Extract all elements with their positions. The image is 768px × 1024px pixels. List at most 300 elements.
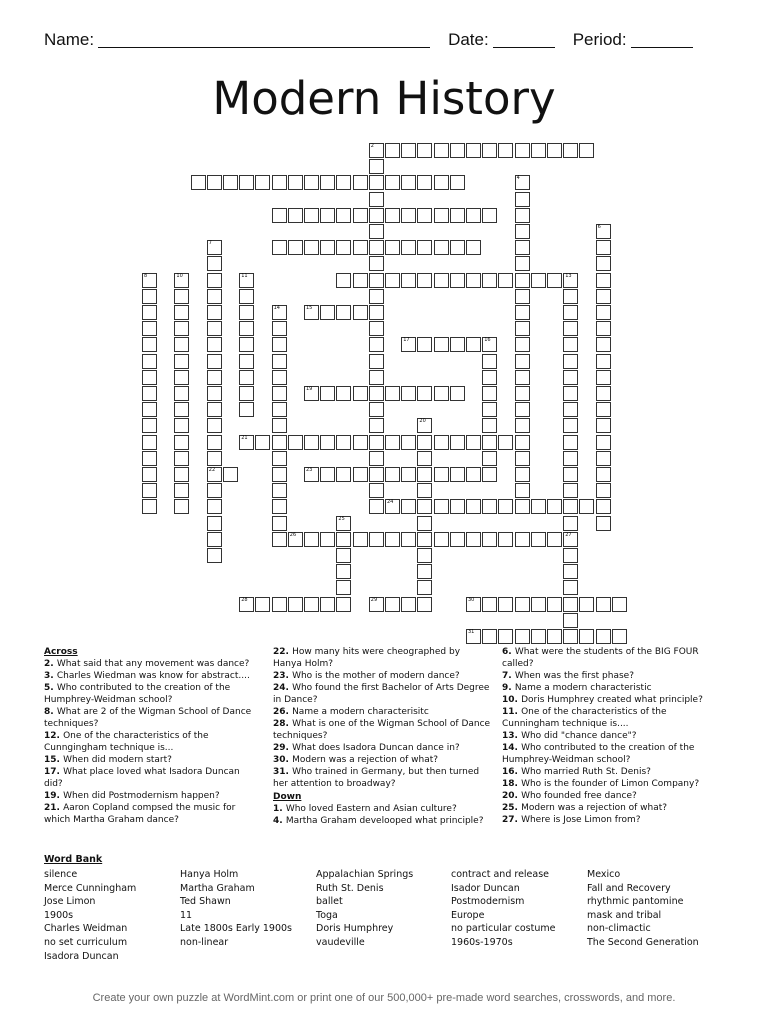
grid-cell[interactable] — [142, 402, 157, 417]
grid-cell[interactable] — [142, 337, 157, 352]
grid-cell[interactable] — [466, 143, 481, 158]
grid-cell[interactable] — [369, 370, 384, 385]
grid-cell[interactable] — [369, 321, 384, 336]
grid-cell[interactable] — [450, 337, 465, 352]
grid-cell[interactable] — [434, 532, 449, 547]
grid-cell[interactable] — [142, 273, 157, 288]
grid-cell[interactable] — [450, 208, 465, 223]
grid-cell[interactable] — [563, 321, 578, 336]
grid-cell[interactable] — [207, 240, 222, 255]
grid-cell[interactable] — [547, 273, 562, 288]
grid-cell[interactable] — [563, 143, 578, 158]
grid-cell[interactable] — [272, 532, 287, 547]
grid-cell[interactable] — [385, 435, 400, 450]
grid-cell[interactable] — [174, 321, 189, 336]
grid-cell[interactable] — [369, 451, 384, 466]
grid-cell[interactable] — [531, 273, 546, 288]
grid-cell[interactable] — [450, 532, 465, 547]
grid-cell[interactable] — [563, 483, 578, 498]
grid-cell[interactable] — [596, 499, 611, 514]
grid-cell[interactable] — [434, 143, 449, 158]
grid-cell[interactable] — [466, 208, 481, 223]
grid-cell[interactable] — [417, 208, 432, 223]
grid-cell[interactable] — [531, 532, 546, 547]
grid-cell[interactable] — [515, 305, 530, 320]
grid-cell[interactable] — [304, 386, 319, 401]
grid-cell[interactable] — [272, 386, 287, 401]
grid-cell[interactable] — [336, 240, 351, 255]
grid-cell[interactable] — [304, 175, 319, 190]
grid-cell[interactable] — [547, 597, 562, 612]
grid-cell[interactable] — [417, 564, 432, 579]
grid-cell[interactable] — [142, 483, 157, 498]
grid-cell[interactable] — [385, 143, 400, 158]
grid-cell[interactable] — [288, 208, 303, 223]
grid-cell[interactable] — [417, 451, 432, 466]
grid-cell[interactable] — [369, 305, 384, 320]
grid-cell[interactable] — [563, 580, 578, 595]
grid-cell[interactable] — [239, 386, 254, 401]
grid-cell[interactable] — [369, 192, 384, 207]
grid-cell[interactable] — [369, 354, 384, 369]
grid-cell[interactable] — [482, 451, 497, 466]
grid-cell[interactable] — [466, 435, 481, 450]
grid-cell[interactable] — [563, 597, 578, 612]
grid-cell[interactable] — [174, 435, 189, 450]
grid-cell[interactable] — [466, 273, 481, 288]
grid-cell[interactable] — [596, 402, 611, 417]
grid-cell[interactable] — [207, 516, 222, 531]
grid-cell[interactable] — [401, 240, 416, 255]
grid-cell[interactable] — [369, 337, 384, 352]
grid-cell[interactable] — [142, 305, 157, 320]
grid-cell[interactable] — [515, 321, 530, 336]
grid-cell[interactable] — [336, 597, 351, 612]
grid-cell[interactable] — [239, 354, 254, 369]
grid-cell[interactable] — [482, 499, 497, 514]
grid-cell[interactable] — [239, 402, 254, 417]
grid-cell[interactable] — [401, 532, 416, 547]
grid-cell[interactable] — [401, 467, 416, 482]
grid-cell[interactable] — [272, 418, 287, 433]
grid-cell[interactable] — [320, 175, 335, 190]
grid-cell[interactable] — [515, 532, 530, 547]
grid-cell[interactable] — [174, 305, 189, 320]
grid-cell[interactable] — [304, 240, 319, 255]
grid-cell[interactable] — [515, 192, 530, 207]
grid-cell[interactable] — [320, 532, 335, 547]
grid-cell[interactable] — [498, 499, 513, 514]
grid-cell[interactable] — [304, 597, 319, 612]
grid-cell[interactable] — [288, 532, 303, 547]
grid-cell[interactable] — [563, 564, 578, 579]
grid-cell[interactable] — [417, 483, 432, 498]
grid-cell[interactable] — [207, 370, 222, 385]
grid-cell[interactable] — [207, 273, 222, 288]
grid-cell[interactable] — [498, 435, 513, 450]
grid-cell[interactable] — [304, 435, 319, 450]
grid-cell[interactable] — [482, 467, 497, 482]
grid-cell[interactable] — [207, 451, 222, 466]
grid-cell[interactable] — [563, 467, 578, 482]
grid-cell[interactable] — [515, 143, 530, 158]
grid-cell[interactable] — [401, 386, 416, 401]
grid-cell[interactable] — [401, 337, 416, 352]
grid-cell[interactable] — [515, 370, 530, 385]
grid-cell[interactable] — [482, 435, 497, 450]
grid-cell[interactable] — [450, 435, 465, 450]
grid-cell[interactable] — [142, 499, 157, 514]
grid-cell[interactable] — [353, 386, 368, 401]
grid-cell[interactable] — [304, 305, 319, 320]
grid-cell[interactable] — [207, 532, 222, 547]
grid-cell[interactable] — [515, 499, 530, 514]
grid-cell[interactable] — [515, 337, 530, 352]
grid-cell[interactable] — [612, 629, 627, 644]
grid-cell[interactable] — [596, 256, 611, 271]
grid-cell[interactable] — [515, 289, 530, 304]
grid-cell[interactable] — [239, 435, 254, 450]
grid-cell[interactable] — [417, 435, 432, 450]
grid-cell[interactable] — [272, 175, 287, 190]
grid-cell[interactable] — [563, 370, 578, 385]
grid-cell[interactable] — [434, 467, 449, 482]
grid-cell[interactable] — [401, 143, 416, 158]
grid-cell[interactable] — [450, 386, 465, 401]
grid-cell[interactable] — [336, 516, 351, 531]
grid-cell[interactable] — [174, 354, 189, 369]
grid-cell[interactable] — [596, 337, 611, 352]
grid-cell[interactable] — [596, 516, 611, 531]
grid-cell[interactable] — [369, 240, 384, 255]
grid-cell[interactable] — [353, 435, 368, 450]
grid-cell[interactable] — [142, 418, 157, 433]
grid-cell[interactable] — [385, 273, 400, 288]
grid-cell[interactable] — [142, 467, 157, 482]
grid-cell[interactable] — [417, 467, 432, 482]
grid-cell[interactable] — [531, 597, 546, 612]
grid-cell[interactable] — [207, 256, 222, 271]
grid-cell[interactable] — [207, 289, 222, 304]
grid-cell[interactable] — [369, 532, 384, 547]
grid-cell[interactable] — [272, 516, 287, 531]
grid-cell[interactable] — [547, 532, 562, 547]
grid-cell[interactable] — [272, 451, 287, 466]
grid-cell[interactable] — [369, 175, 384, 190]
grid-cell[interactable] — [369, 435, 384, 450]
grid-cell[interactable] — [369, 418, 384, 433]
grid-cell[interactable] — [272, 597, 287, 612]
grid-cell[interactable] — [353, 175, 368, 190]
grid-cell[interactable] — [531, 143, 546, 158]
grid-cell[interactable] — [498, 273, 513, 288]
grid-cell[interactable] — [596, 240, 611, 255]
grid-cell[interactable] — [434, 435, 449, 450]
grid-cell[interactable] — [255, 435, 270, 450]
grid-cell[interactable] — [515, 175, 530, 190]
grid-cell[interactable] — [142, 321, 157, 336]
grid-cell[interactable] — [320, 305, 335, 320]
grid-cell[interactable] — [272, 435, 287, 450]
grid-cell[interactable] — [596, 354, 611, 369]
grid-cell[interactable] — [239, 597, 254, 612]
grid-cell[interactable] — [563, 532, 578, 547]
grid-cell[interactable] — [498, 597, 513, 612]
grid-cell[interactable] — [515, 386, 530, 401]
grid-cell[interactable] — [596, 386, 611, 401]
grid-cell[interactable] — [563, 516, 578, 531]
grid-cell[interactable] — [272, 337, 287, 352]
grid-cell[interactable] — [369, 386, 384, 401]
grid-cell[interactable] — [385, 467, 400, 482]
grid-cell[interactable] — [417, 273, 432, 288]
grid-cell[interactable] — [563, 418, 578, 433]
grid-cell[interactable] — [498, 629, 513, 644]
grid-cell[interactable] — [207, 418, 222, 433]
grid-cell[interactable] — [207, 321, 222, 336]
grid-cell[interactable] — [272, 208, 287, 223]
grid-cell[interactable] — [466, 337, 481, 352]
grid-cell[interactable] — [547, 499, 562, 514]
grid-cell[interactable] — [434, 175, 449, 190]
grid-cell[interactable] — [288, 435, 303, 450]
grid-cell[interactable] — [563, 402, 578, 417]
grid-cell[interactable] — [239, 370, 254, 385]
grid-cell[interactable] — [450, 499, 465, 514]
grid-cell[interactable] — [272, 370, 287, 385]
grid-cell[interactable] — [369, 402, 384, 417]
grid-cell[interactable] — [417, 337, 432, 352]
grid-cell[interactable] — [336, 208, 351, 223]
grid-cell[interactable] — [207, 175, 222, 190]
grid-cell[interactable] — [239, 321, 254, 336]
grid-cell[interactable] — [369, 224, 384, 239]
grid-cell[interactable] — [272, 499, 287, 514]
grid-cell[interactable] — [596, 597, 611, 612]
grid-cell[interactable] — [498, 143, 513, 158]
grid-cell[interactable] — [272, 305, 287, 320]
grid-cell[interactable] — [223, 175, 238, 190]
grid-cell[interactable] — [255, 175, 270, 190]
grid-cell[interactable] — [596, 629, 611, 644]
grid-cell[interactable] — [482, 418, 497, 433]
grid-cell[interactable] — [288, 597, 303, 612]
grid-cell[interactable] — [401, 597, 416, 612]
grid-cell[interactable] — [417, 532, 432, 547]
grid-cell[interactable] — [320, 386, 335, 401]
grid-cell[interactable] — [563, 305, 578, 320]
grid-cell[interactable] — [174, 273, 189, 288]
grid-cell[interactable] — [336, 305, 351, 320]
grid-cell[interactable] — [336, 175, 351, 190]
grid-cell[interactable] — [174, 289, 189, 304]
grid-cell[interactable] — [563, 435, 578, 450]
grid-cell[interactable] — [385, 499, 400, 514]
grid-cell[interactable] — [596, 305, 611, 320]
grid-cell[interactable] — [336, 386, 351, 401]
grid-cell[interactable] — [596, 483, 611, 498]
grid-cell[interactable] — [207, 386, 222, 401]
grid-cell[interactable] — [482, 337, 497, 352]
grid-cell[interactable] — [515, 256, 530, 271]
grid-cell[interactable] — [369, 467, 384, 482]
grid-cell[interactable] — [272, 240, 287, 255]
grid-cell[interactable] — [515, 435, 530, 450]
grid-cell[interactable] — [434, 386, 449, 401]
grid-cell[interactable] — [207, 402, 222, 417]
grid-cell[interactable] — [336, 580, 351, 595]
grid-cell[interactable] — [563, 354, 578, 369]
grid-cell[interactable] — [596, 451, 611, 466]
grid-cell[interactable] — [353, 273, 368, 288]
grid-cell[interactable] — [336, 435, 351, 450]
grid-cell[interactable] — [353, 305, 368, 320]
grid-cell[interactable] — [482, 597, 497, 612]
grid-cell[interactable] — [515, 418, 530, 433]
grid-cell[interactable] — [369, 273, 384, 288]
grid-cell[interactable] — [563, 499, 578, 514]
grid-cell[interactable] — [320, 240, 335, 255]
grid-cell[interactable] — [515, 451, 530, 466]
grid-cell[interactable] — [272, 321, 287, 336]
grid-cell[interactable] — [336, 548, 351, 563]
grid-cell[interactable] — [434, 499, 449, 514]
grid-cell[interactable] — [385, 208, 400, 223]
grid-cell[interactable] — [142, 435, 157, 450]
grid-cell[interactable] — [385, 532, 400, 547]
grid-cell[interactable] — [417, 548, 432, 563]
grid-cell[interactable] — [369, 483, 384, 498]
grid-cell[interactable] — [207, 499, 222, 514]
grid-cell[interactable] — [596, 321, 611, 336]
grid-cell[interactable] — [547, 629, 562, 644]
grid-cell[interactable] — [401, 499, 416, 514]
grid-cell[interactable] — [401, 273, 416, 288]
grid-cell[interactable] — [547, 143, 562, 158]
grid-cell[interactable] — [596, 273, 611, 288]
grid-cell[interactable] — [320, 435, 335, 450]
grid-cell[interactable] — [207, 483, 222, 498]
grid-cell[interactable] — [174, 418, 189, 433]
grid-cell[interactable] — [515, 208, 530, 223]
grid-cell[interactable] — [417, 240, 432, 255]
grid-cell[interactable] — [482, 273, 497, 288]
grid-cell[interactable] — [174, 483, 189, 498]
grid-cell[interactable] — [288, 175, 303, 190]
grid-cell[interactable] — [482, 354, 497, 369]
grid-cell[interactable] — [482, 629, 497, 644]
grid-cell[interactable] — [272, 467, 287, 482]
grid-cell[interactable] — [288, 240, 303, 255]
grid-cell[interactable] — [450, 175, 465, 190]
grid-cell[interactable] — [401, 175, 416, 190]
grid-cell[interactable] — [596, 435, 611, 450]
grid-cell[interactable] — [207, 435, 222, 450]
grid-cell[interactable] — [207, 548, 222, 563]
grid-cell[interactable] — [515, 597, 530, 612]
grid-cell[interactable] — [450, 240, 465, 255]
grid-cell[interactable] — [142, 386, 157, 401]
grid-cell[interactable] — [369, 256, 384, 271]
grid-cell[interactable] — [466, 240, 481, 255]
grid-cell[interactable] — [482, 208, 497, 223]
grid-cell[interactable] — [207, 354, 222, 369]
grid-cell[interactable] — [434, 337, 449, 352]
grid-cell[interactable] — [466, 629, 481, 644]
grid-cell[interactable] — [596, 467, 611, 482]
grid-cell[interactable] — [417, 418, 432, 433]
grid-cell[interactable] — [385, 386, 400, 401]
grid-cell[interactable] — [239, 305, 254, 320]
grid-cell[interactable] — [417, 516, 432, 531]
grid-cell[interactable] — [336, 273, 351, 288]
grid-cell[interactable] — [482, 370, 497, 385]
grid-cell[interactable] — [579, 499, 594, 514]
grid-cell[interactable] — [482, 386, 497, 401]
grid-cell[interactable] — [417, 580, 432, 595]
grid-cell[interactable] — [142, 370, 157, 385]
grid-cell[interactable] — [612, 597, 627, 612]
grid-cell[interactable] — [596, 224, 611, 239]
grid-cell[interactable] — [563, 613, 578, 628]
grid-cell[interactable] — [434, 240, 449, 255]
grid-cell[interactable] — [515, 483, 530, 498]
grid-cell[interactable] — [353, 240, 368, 255]
grid-cell[interactable] — [401, 435, 416, 450]
grid-cell[interactable] — [563, 273, 578, 288]
grid-cell[interactable] — [272, 402, 287, 417]
grid-cell[interactable] — [434, 208, 449, 223]
grid-cell[interactable] — [191, 175, 206, 190]
grid-cell[interactable] — [563, 337, 578, 352]
grid-cell[interactable] — [515, 224, 530, 239]
grid-cell[interactable] — [353, 532, 368, 547]
grid-cell[interactable] — [304, 532, 319, 547]
grid-cell[interactable] — [417, 386, 432, 401]
grid-cell[interactable] — [563, 289, 578, 304]
grid-cell[interactable] — [369, 143, 384, 158]
grid-cell[interactable] — [482, 402, 497, 417]
grid-cell[interactable] — [239, 175, 254, 190]
grid-cell[interactable] — [239, 337, 254, 352]
grid-cell[interactable] — [482, 532, 497, 547]
grid-cell[interactable] — [174, 402, 189, 417]
grid-cell[interactable] — [336, 467, 351, 482]
grid-cell[interactable] — [272, 483, 287, 498]
grid-cell[interactable] — [142, 451, 157, 466]
grid-cell[interactable] — [320, 597, 335, 612]
grid-cell[interactable] — [515, 467, 530, 482]
grid-cell[interactable] — [515, 273, 530, 288]
grid-cell[interactable] — [255, 597, 270, 612]
grid-cell[interactable] — [353, 208, 368, 223]
grid-cell[interactable] — [466, 467, 481, 482]
grid-cell[interactable] — [466, 597, 481, 612]
grid-cell[interactable] — [466, 499, 481, 514]
grid-cell[interactable] — [272, 354, 287, 369]
grid-cell[interactable] — [369, 208, 384, 223]
grid-cell[interactable] — [450, 273, 465, 288]
grid-cell[interactable] — [174, 467, 189, 482]
grid-cell[interactable] — [174, 451, 189, 466]
grid-cell[interactable] — [336, 564, 351, 579]
grid-cell[interactable] — [417, 499, 432, 514]
grid-cell[interactable] — [385, 597, 400, 612]
grid-cell[interactable] — [174, 499, 189, 514]
grid-cell[interactable] — [563, 548, 578, 563]
grid-cell[interactable] — [563, 386, 578, 401]
grid-cell[interactable] — [563, 451, 578, 466]
